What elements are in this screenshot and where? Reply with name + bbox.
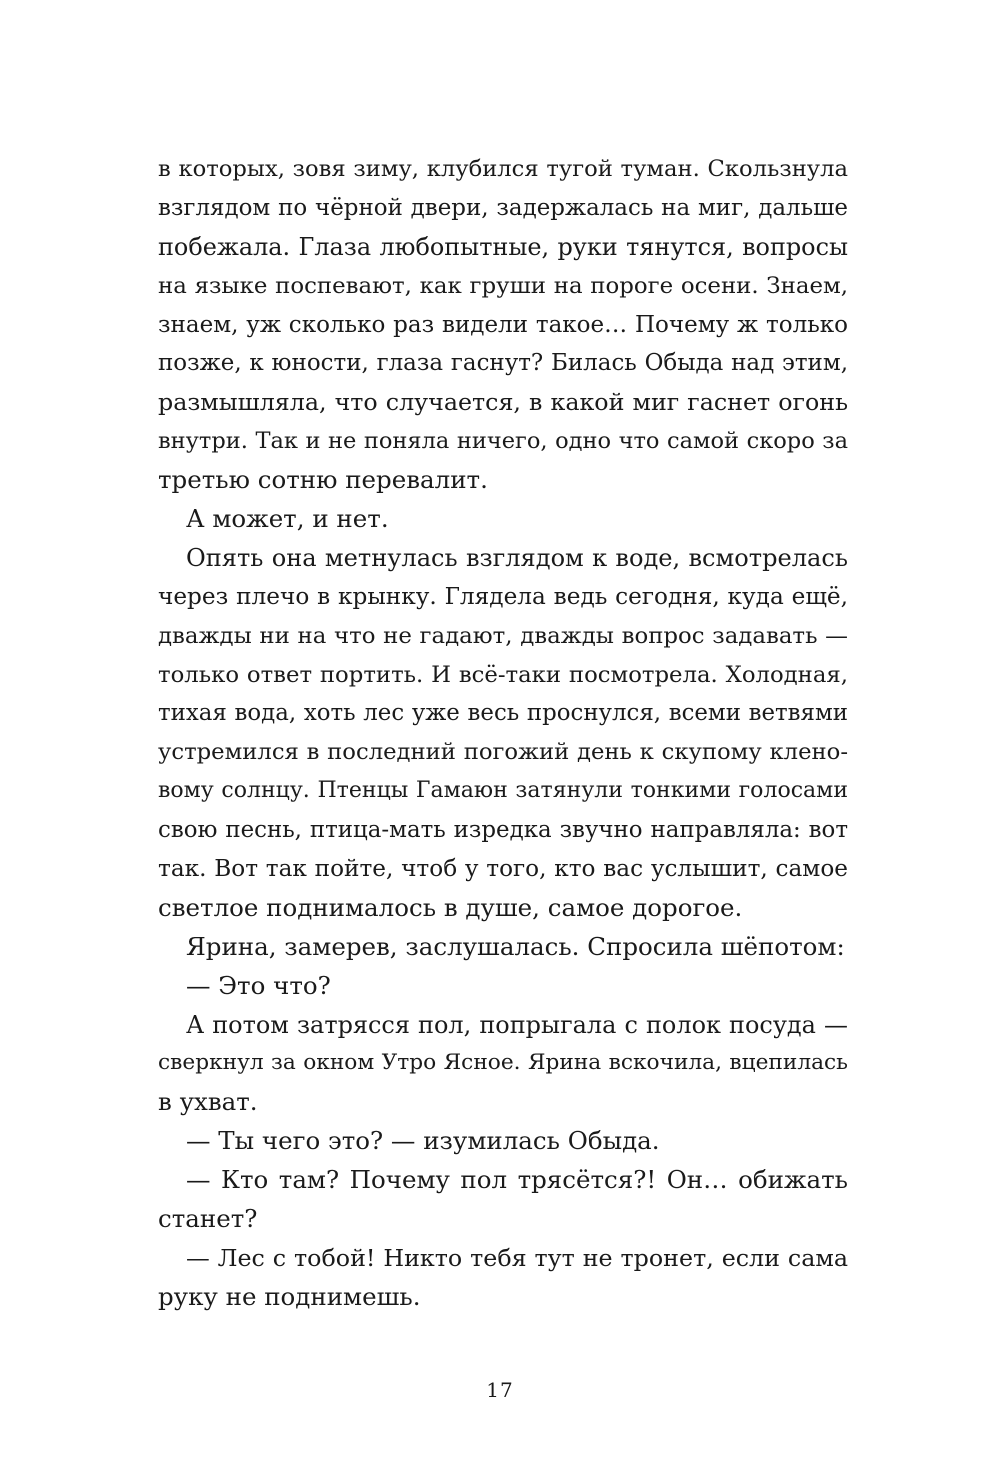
text-line: только ответ портить. И всё-таки посмотрела. Холодная,: [158, 661, 848, 688]
text-line: внутри. Так и не поняла ничего, одно что самой скоро за: [158, 428, 848, 455]
text-line: побежала. Глаза любопытные, руки тянутся, вопросы: [158, 232, 848, 261]
text-line: вому солнцу. Птенцы Гамаюн затянули тонкими голосами: [158, 778, 848, 804]
text-line: в ухват.: [158, 1087, 258, 1117]
text-line: — Лес с тобой! Никто тебя тут не тронет, если сама: [186, 1243, 848, 1272]
text-line: — Кто там? Почему пол трясётся?! Он… обижать: [186, 1165, 848, 1195]
text-line: на языке поспевают, как груши на пороге осени. Знаем,: [158, 272, 848, 299]
text-line: через плечо в крынку. Глядела ведь сегодня, куда ещё,: [158, 582, 848, 610]
text-line: — Это что?: [186, 970, 331, 1000]
body-text: [158, 150, 848, 1317]
text-line: А потом затрясся пол, попрыгала с полок посуда —: [186, 1010, 848, 1039]
text-line: в которых, зовя зиму, клубился тугой туман. Скользнула: [158, 156, 848, 182]
text-line: взглядом по чёрной двери, задержалась на миг, дальше: [158, 194, 848, 221]
page-number: 17: [486, 1378, 514, 1402]
text-line: устремился в последний погожий день к скупому клено-: [158, 739, 848, 766]
text-line: третью сотню перевалит.: [158, 465, 488, 495]
text-line: позже, к юности, глаза гаснут? Билась Обыда над этим,: [158, 350, 848, 377]
text-line: сверкнул за окном Утро Ясное. Ярина вскочила, вцепилась: [158, 1050, 848, 1076]
text-line: светлое поднималось в душе, самое дорогое.: [158, 892, 743, 922]
text-line: Ярина, замерев, заслушалась. Спросила шёпотом:: [186, 931, 845, 961]
text-line: Опять она метнулась взглядом к воде, всмотрелась: [186, 543, 848, 572]
text-line: свою песнь, птица-мать изредка звучно направляла: вот: [158, 817, 848, 844]
text-line: размышляла, что случается, в какой миг гаснет огонь: [158, 388, 848, 417]
text-line: знаем, уж сколько раз видели такое… Почему ж только: [158, 311, 848, 338]
text-line: тихая вода, хоть лес уже весь проснулся, всеми ветвями: [158, 700, 848, 727]
text-line: — Ты чего это? — изумилась Обыда.: [186, 1126, 660, 1156]
text-line: А может, и нет.: [186, 504, 389, 534]
text-line: руку не поднимешь.: [158, 1281, 421, 1311]
text-line: станет?: [158, 1204, 258, 1234]
text-line: дважды ни на что не гадают, дважды вопрос задавать —: [158, 622, 848, 649]
text-line: так. Вот так пойте, чтоб у того, кто вас услышит, самое: [158, 855, 848, 883]
